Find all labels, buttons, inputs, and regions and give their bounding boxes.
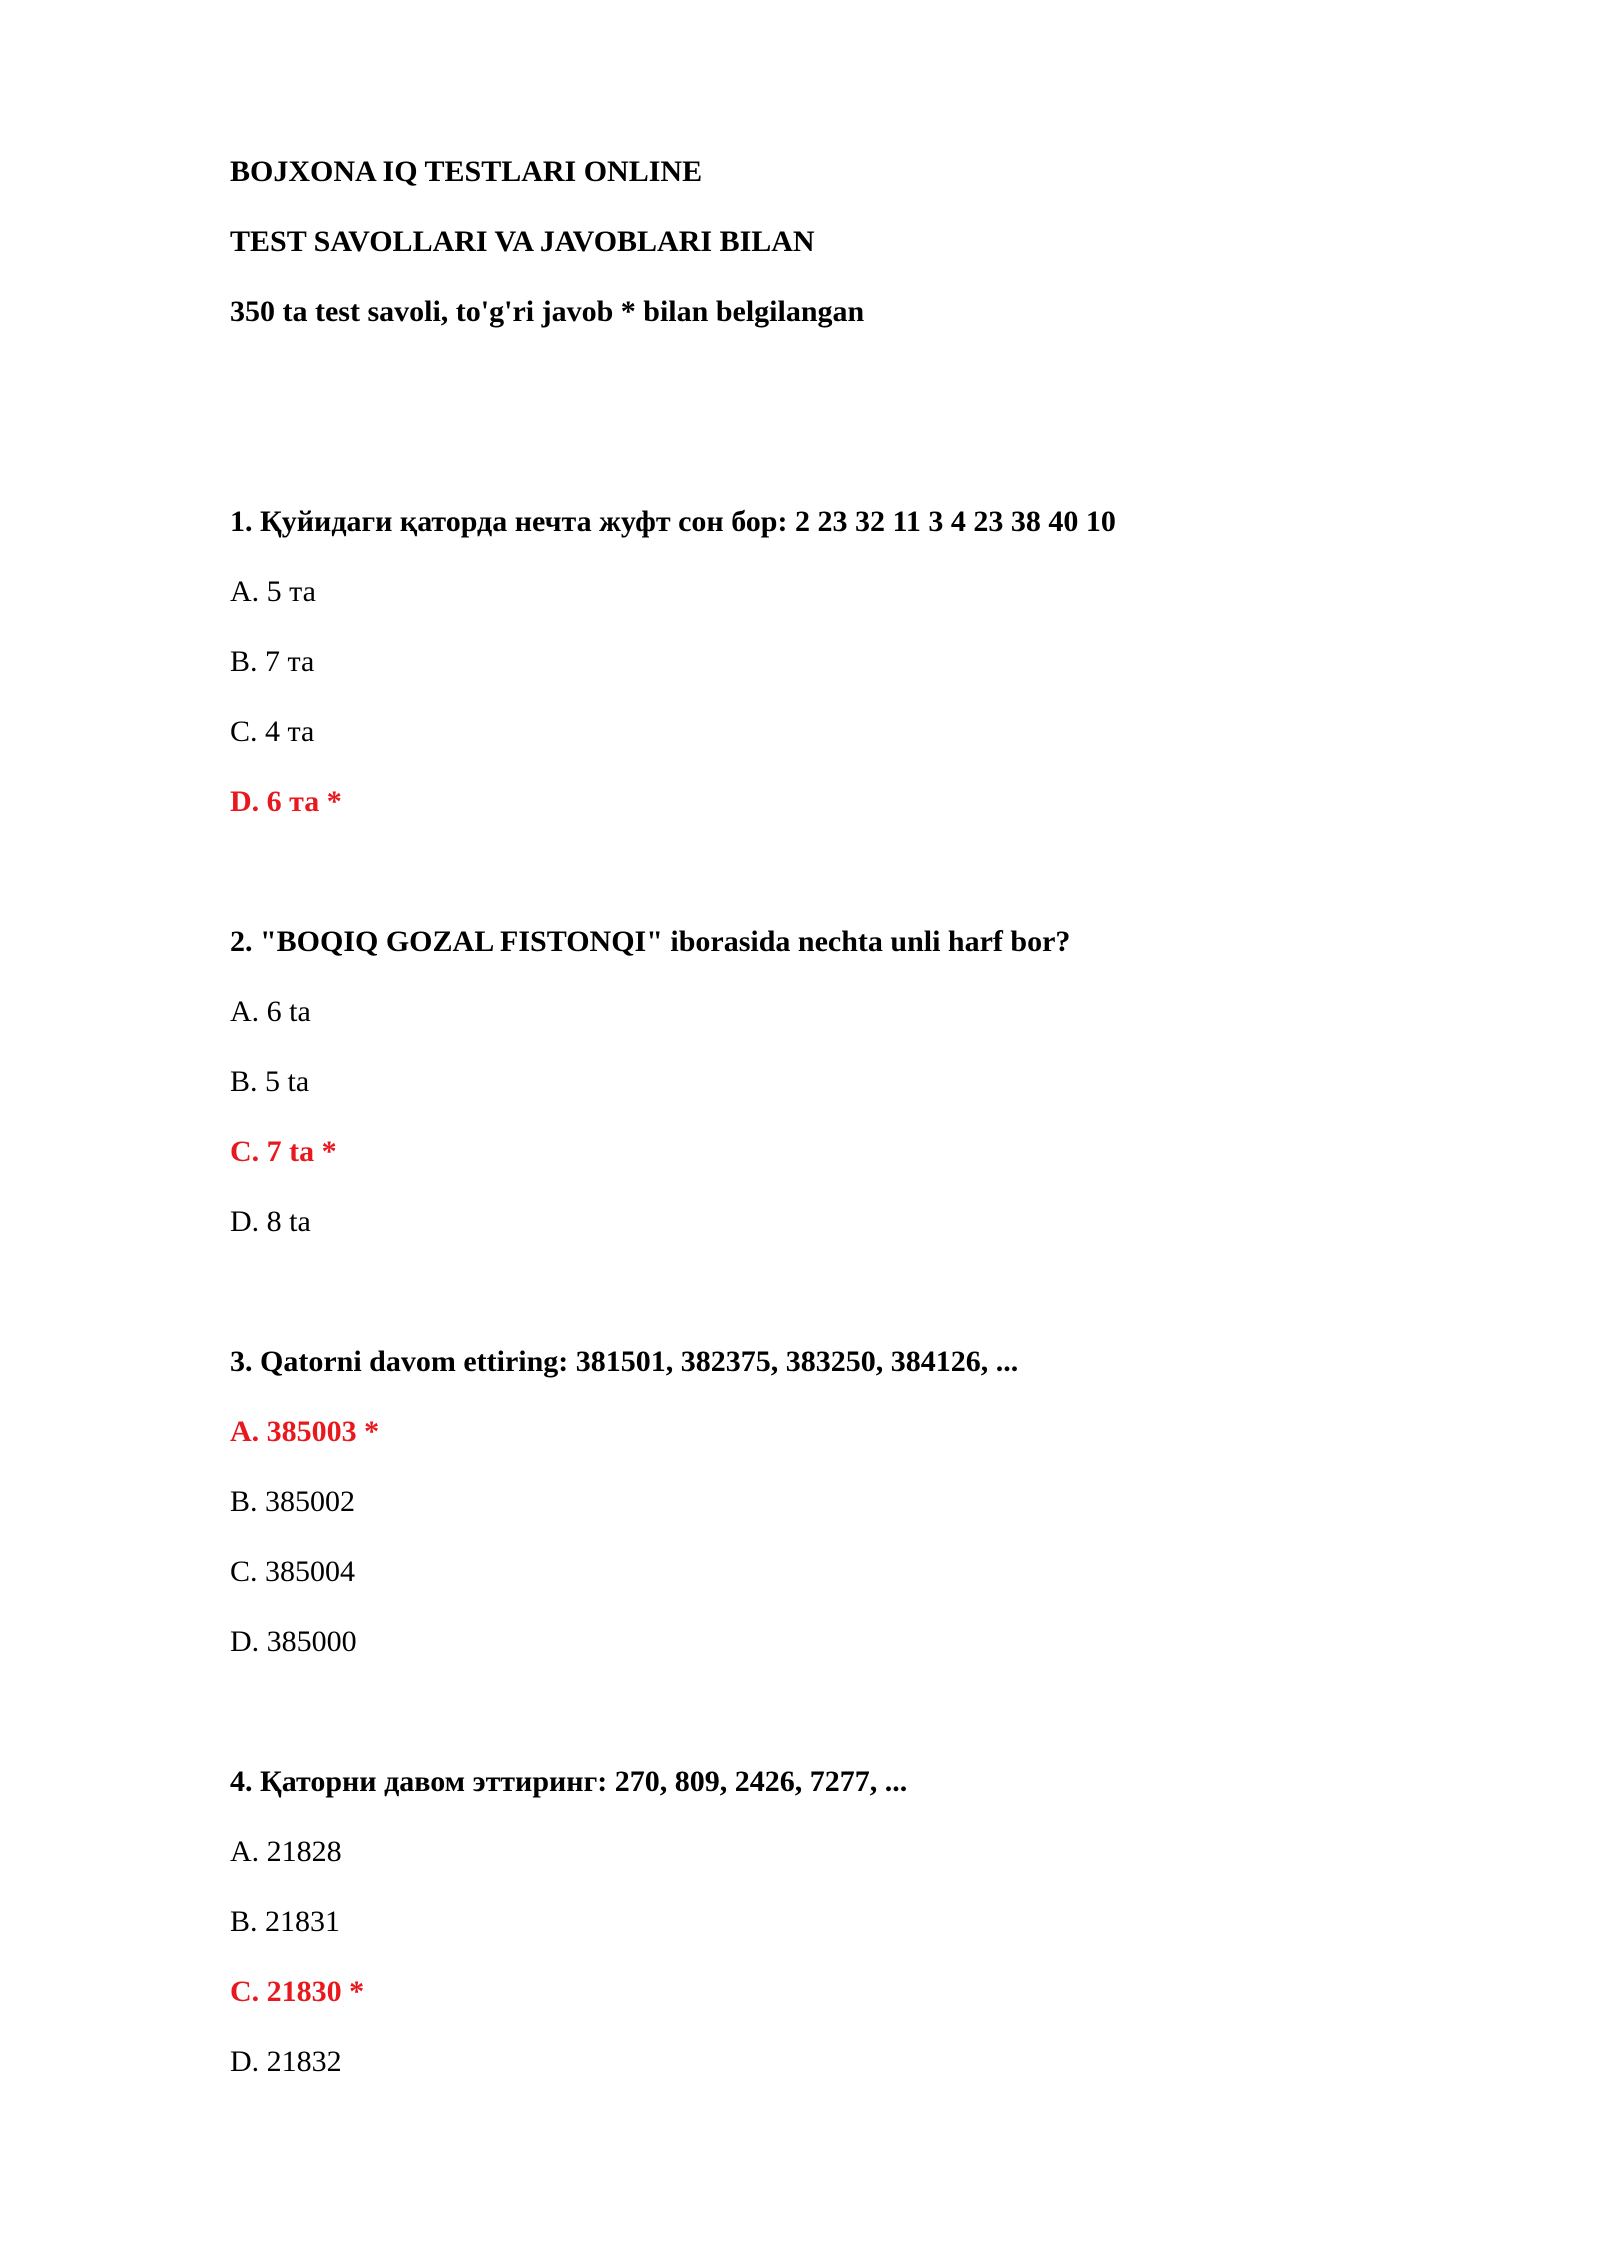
question-1-option-b: B. 7 та [230,645,315,678]
question-3-option-b: B. 385002 [230,1485,356,1518]
document-subtitle: TEST SAVOLLARI VA JAVOBLARI BILAN [230,225,815,258]
question-3-option-d: D. 385000 [230,1625,357,1658]
question-2-option-b: B. 5 ta [230,1065,310,1098]
question-4-text: 4. Қаторни давом эттиринг: 270, 809, 2426, 7277, ... [230,1765,908,1798]
question-2-text: 2. "BOQIQ GOZAL FISTONQI" iborasida nechta unli harf bor? [230,925,1071,958]
question-4-option-d: D. 21832 [230,2045,342,2078]
question-3-option-c: C. 385004 [230,1555,356,1588]
document-note: 350 ta test savoli, to'g'ri javob * bilan belgilangan [230,295,865,328]
question-2-option-a: A. 6 ta [230,995,311,1028]
question-2-option-c-correct: C. 7 ta * [230,1135,337,1168]
question-4-option-c-correct: C. 21830 * [230,1975,365,2008]
question-1-option-c: C. 4 та [230,715,315,748]
question-1-option-a: A. 5 та [230,575,316,608]
question-4-option-b: B. 21831 [230,1905,341,1938]
question-3-text: 3. Qatorni davom ettiring: 381501, 382375, 383250, 384126, ... [230,1345,1019,1378]
question-3-option-a-correct: A. 385003 * [230,1415,380,1448]
question-1-option-d-correct: D. 6 та * [230,785,342,818]
question-4-option-a: A. 21828 [230,1835,342,1868]
question-2-option-d: D. 8 ta [230,1205,311,1238]
document-title: BOJXONA IQ TESTLARI ONLINE [230,155,703,188]
question-1-text: 1. Қуйидаги қаторда нечта жуфт сон бор: 2 23 32 11 3 4 23 38 40 10 [230,505,1116,538]
